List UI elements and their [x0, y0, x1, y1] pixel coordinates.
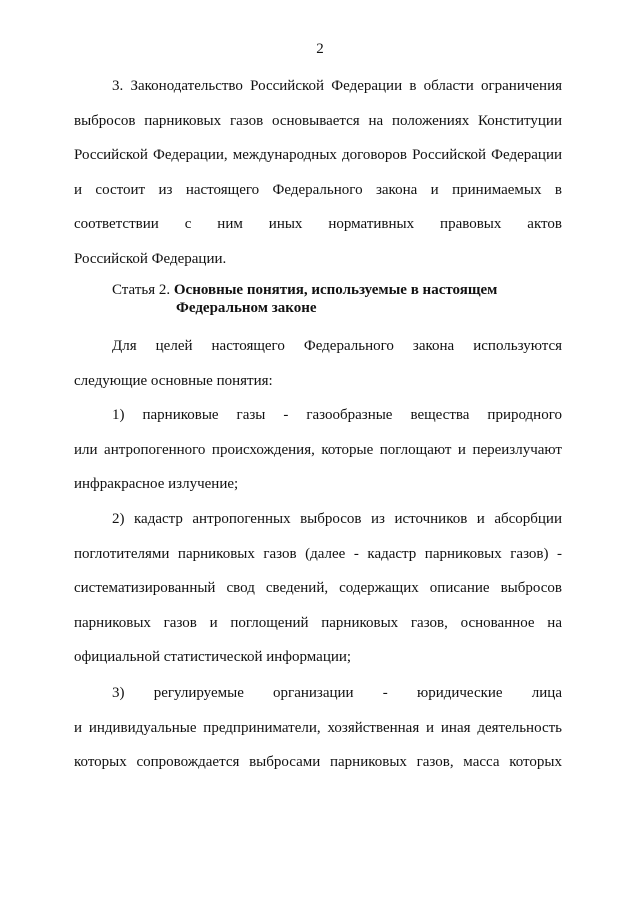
clause-3-paragraph — [74, 69, 562, 277]
article-heading — [112, 282, 497, 317]
text-line: 1) парниковые газы - газообразные вещества природного — [112, 407, 562, 423]
text-line: поглотителями парниковых газов (далее - кадастр парниковых газов) - — [74, 545, 562, 562]
text-line: и индивидуальные предприниматели, хозяйственная и иная деятельность — [74, 719, 562, 736]
text-line: 3. Законодательство Российской Федерации в области ограничения — [112, 78, 562, 94]
definition-1 — [74, 398, 562, 502]
text-line: официальной статистической информации; — [74, 649, 352, 666]
intro-paragraph — [74, 329, 562, 398]
text-line: и состоит из настоящего Федерального закона и принимаемых в — [74, 181, 562, 198]
text-line: парниковых газов и поглощений парниковых газов, основанное на — [74, 614, 562, 631]
article-label: Статья 2. — [112, 282, 171, 298]
article-title: Основные понятия, используемые в настоящем — [173, 282, 498, 298]
text-line: Российской Федерации, международных договоров Российской Федерации — [74, 147, 562, 164]
text-line: Для целей настоящего Федерального закона используются — [112, 338, 562, 354]
text-line: или антропогенного происхождения, которые поглощают и переизлучают — [74, 441, 562, 458]
page-number: 2 — [316, 41, 324, 57]
article-title-continued: Федеральном законе — [176, 299, 317, 316]
text-line: следующие основные понятия: — [74, 372, 273, 389]
definition-3 — [74, 676, 562, 780]
text-line: систематизированный свод сведений, содержащих описание выбросов — [74, 580, 562, 597]
text-line: выбросов парниковых газов основывается на положениях Конституции — [74, 112, 562, 129]
text-line: которых сопровождается выбросами парниковых газов, масса которых — [74, 754, 562, 771]
text-line: соответствии с ним иных нормативных правовых актов — [74, 216, 562, 233]
text-line: 2) кадастр антропогенных выбросов из источников и абсорбции — [112, 511, 562, 527]
text-line: 3) регулируемые организации - юридические лица — [112, 685, 562, 701]
text-line: Российской Федерации. — [74, 250, 227, 267]
definition-2 — [74, 502, 562, 675]
text-line: инфракрасное излучение; — [74, 476, 239, 493]
